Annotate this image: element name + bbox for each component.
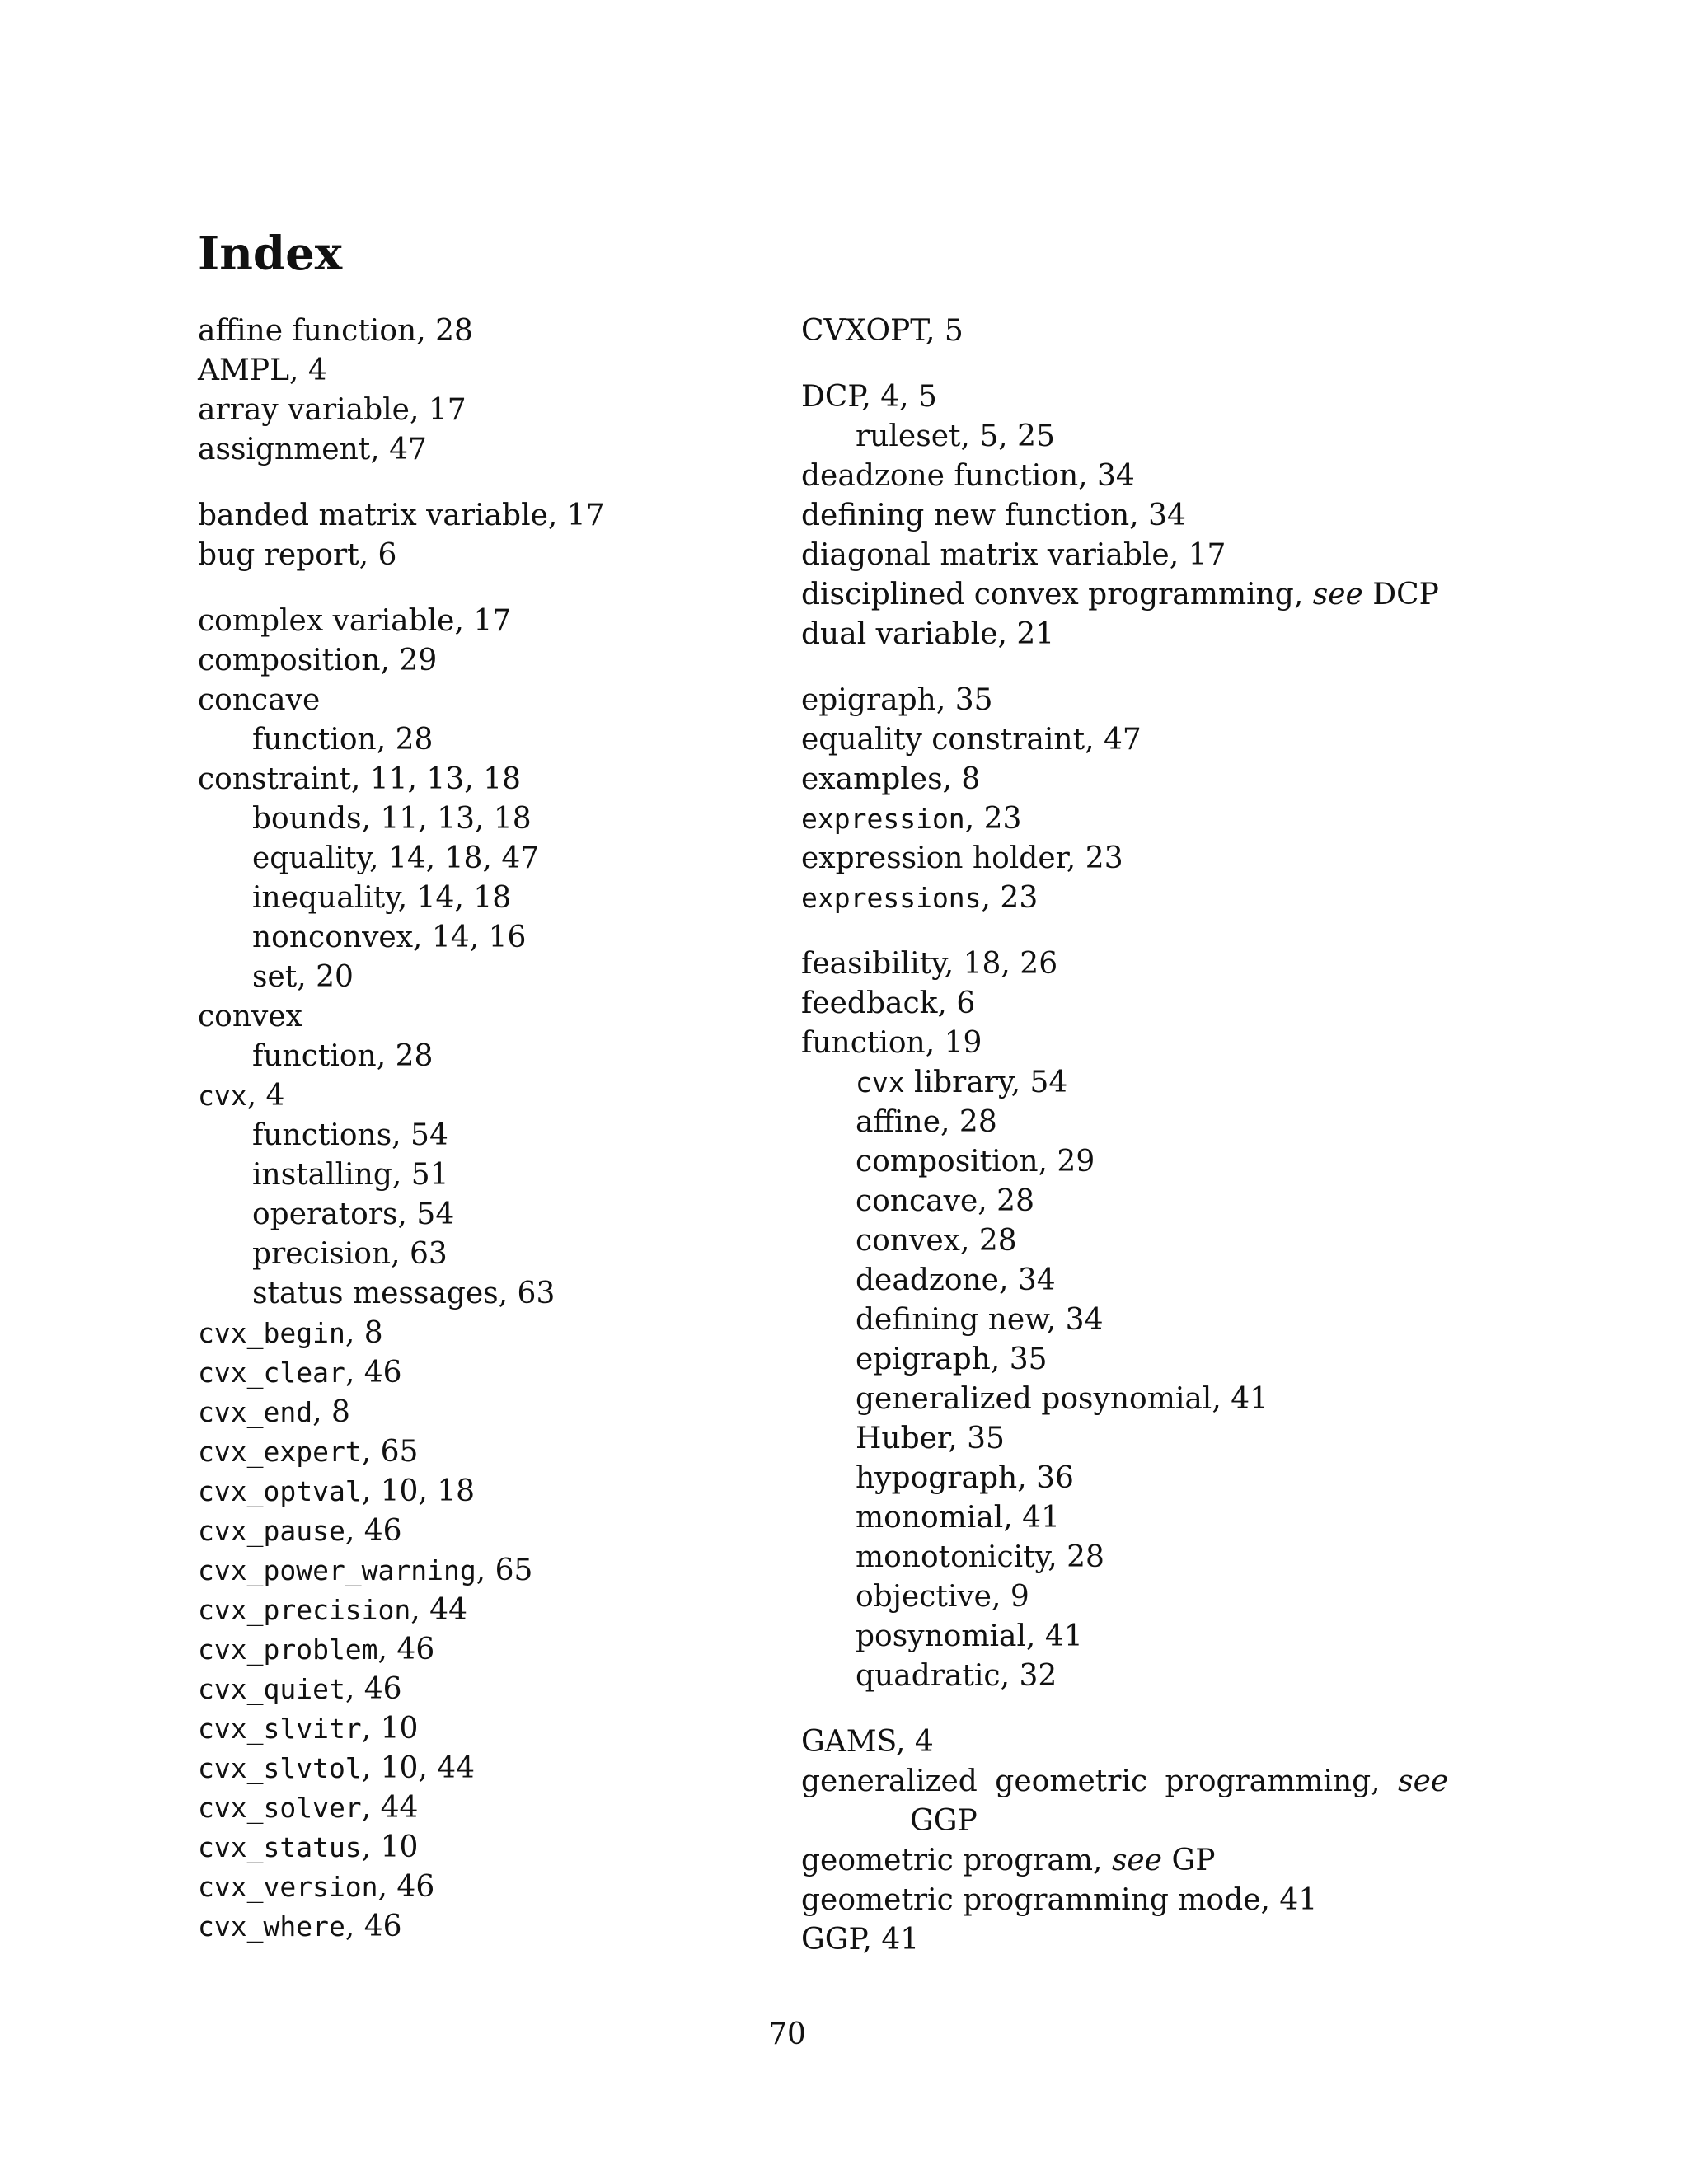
index-subentry: [801, 1459, 1428, 1498]
index-term: status messages: [252, 1277, 499, 1310]
index-entry: [198, 1630, 824, 1670]
index-column-left: [198, 312, 824, 1947]
index-pages: , 41: [862, 1923, 920, 1957]
index-term: posynomial: [856, 1619, 1027, 1653]
index-subentry: [198, 1235, 824, 1274]
index-pages: , 8: [312, 1395, 350, 1429]
index-group-d: [801, 377, 1439, 654]
index-pages: , 28: [376, 723, 434, 757]
index-pages: , 14, 18, 47: [369, 841, 540, 875]
page-title: Index: [198, 227, 343, 281]
index-entry: [801, 496, 1428, 536]
index-entry: [801, 615, 1428, 654]
index-pages: , 34: [1046, 1303, 1104, 1337]
index-pages: , 54: [397, 1197, 455, 1231]
index-entry: [198, 1749, 824, 1788]
index-term: complex variable: [198, 604, 455, 638]
index-subentry: [198, 839, 824, 879]
index-pages: , 47: [370, 433, 427, 466]
index-term-code: expressions: [801, 882, 982, 914]
index-term: geometric program,: [801, 1844, 1112, 1877]
index-pages: , 46: [345, 1910, 402, 1943]
index-pages: , 10: [361, 1712, 419, 1746]
see-target: GGP: [910, 1804, 978, 1838]
index-entry: [198, 1907, 824, 1947]
index-term: geometric programming mode: [801, 1883, 1261, 1917]
index-pages: , 28: [1048, 1540, 1104, 1574]
index-pages: , 54: [392, 1118, 448, 1152]
index-entry: [198, 997, 824, 1037]
index-entry-continuation: [801, 1802, 1428, 1841]
index-term-code: cvx_begin: [198, 1317, 345, 1349]
index-entry: [801, 457, 1428, 496]
index-pages: , 32: [1000, 1659, 1057, 1693]
index-pages: , 51: [392, 1158, 449, 1192]
index-group-f: [801, 944, 1428, 1696]
index-term-code: cvx_optval: [198, 1475, 362, 1507]
index-entry: [198, 536, 824, 575]
index-subentry: [801, 1182, 1428, 1221]
index-entry: [801, 377, 1428, 417]
index-term-code: cvx_where: [198, 1910, 345, 1943]
index-pages: , 46: [345, 1356, 402, 1390]
index-pages: , 36: [1017, 1461, 1074, 1495]
index-term: AMPL: [198, 354, 289, 387]
index-term: ruleset: [856, 419, 961, 453]
index-pages: , 28: [416, 314, 473, 348]
index-pages: , 21: [997, 617, 1055, 651]
index-entry: [801, 1024, 1428, 1063]
index-entry: [198, 1828, 824, 1868]
index-subentry: [801, 1617, 1428, 1657]
index-term: dual variable: [801, 617, 998, 651]
index-group-e: [801, 681, 1428, 918]
index-entry: [198, 681, 824, 720]
index-term: composition: [198, 644, 381, 677]
index-pages: , 63: [391, 1237, 448, 1271]
index-subentry: [801, 1221, 1428, 1261]
index-term-code: cvx: [198, 1080, 247, 1112]
index-group-c: [198, 602, 824, 1947]
index-entry: [801, 879, 1428, 918]
index-term: composition: [856, 1145, 1039, 1179]
index-term: hypograph: [856, 1461, 1018, 1495]
index-term: function: [252, 1039, 377, 1073]
index-pages: , 5, 25: [960, 419, 1055, 453]
index-term-code: cvx_version: [198, 1871, 378, 1903]
index-term: convex: [856, 1224, 960, 1258]
index-pages: , 10, 18: [361, 1474, 476, 1508]
index-term: Huber: [856, 1422, 949, 1455]
see-reference: see: [1398, 1765, 1449, 1798]
index-entry: [198, 1353, 824, 1393]
index-term: concave: [198, 683, 321, 717]
index-pages: , 4: [896, 1725, 934, 1759]
index-pages: , 4: [246, 1079, 285, 1113]
index-pages: , 17: [454, 604, 512, 638]
index-subentry: [801, 1577, 1428, 1617]
index-term-code: cvx_precision: [198, 1594, 411, 1626]
index-entry: [198, 430, 824, 470]
index-entry: [198, 1472, 824, 1511]
index-term: function: [252, 723, 377, 757]
index-pages: , 17: [409, 393, 467, 427]
index-term-code: cvx_power_warning: [198, 1554, 476, 1586]
index-term: set: [252, 960, 298, 994]
index-term: concave: [856, 1184, 978, 1218]
index-term: affine: [856, 1105, 941, 1139]
see-target: DCP: [1362, 578, 1439, 612]
index-term-code: cvx: [856, 1066, 905, 1099]
index-entry: [198, 1432, 824, 1472]
index-entry: [198, 1511, 824, 1551]
index-term-code: cvx_slvitr: [198, 1713, 362, 1745]
index-entry: [801, 839, 1428, 879]
index-pages: , 18, 26: [944, 947, 1058, 981]
index-group-b: [198, 496, 824, 575]
index-term: bug report: [198, 538, 359, 572]
index-term-code: cvx_quiet: [198, 1673, 345, 1705]
index-subentry: [198, 1274, 824, 1314]
index-term: deadzone: [856, 1263, 999, 1297]
index-entry: [801, 312, 1428, 351]
page-number: 70: [768, 2018, 806, 2051]
index-term-code: cvx_expert: [198, 1436, 362, 1468]
index-term-code: cvx_slvtol: [198, 1752, 362, 1784]
index-subentry: [801, 1301, 1428, 1340]
index-entry: [198, 391, 824, 430]
index-term: monotonicity: [856, 1540, 1048, 1574]
index-entry: [198, 1709, 824, 1749]
index-term: equality constraint: [801, 723, 1085, 757]
index-term: defining new: [856, 1303, 1047, 1337]
index-pages: , 28: [959, 1224, 1017, 1258]
index-pages: , 9: [991, 1580, 1029, 1614]
index-entry: [801, 1920, 1428, 1960]
index-term: epigraph: [801, 683, 936, 717]
index-term: bounds: [252, 802, 362, 836]
index-entry: [198, 1868, 824, 1907]
index-entry: [198, 351, 824, 391]
see-target: GP: [1162, 1844, 1216, 1877]
index-pages: , 29: [1038, 1145, 1095, 1179]
index-term: banded matrix variable: [198, 499, 548, 532]
index-entry: [801, 1762, 1449, 1802]
index-entry: [198, 1393, 824, 1432]
index-pages: , 20: [297, 960, 354, 994]
index-term: deadzone function: [801, 459, 1079, 493]
index-term: assignment: [198, 433, 371, 466]
index-pages: , 41: [1003, 1501, 1060, 1535]
index-entry: [198, 760, 824, 799]
index-subentry: [198, 799, 824, 839]
index-term: operators: [252, 1197, 398, 1231]
index-subentry: [801, 1103, 1428, 1142]
index-subentry: [198, 1116, 824, 1155]
index-pages: , 34: [1129, 499, 1186, 532]
index-term-code: cvx_problem: [198, 1633, 378, 1666]
index-subentry: [801, 1419, 1428, 1459]
index-pages: , 14, 18: [397, 881, 512, 915]
index-subentry: [198, 720, 824, 760]
index-term: disciplined convex programming,: [801, 578, 1313, 612]
index-term-code: expression: [801, 803, 965, 835]
index-entry: [198, 1591, 824, 1630]
index-subentry: [801, 417, 1428, 457]
index-pages: , 41: [1260, 1883, 1318, 1917]
index-term: precision: [252, 1237, 392, 1271]
index-entry: [801, 1881, 1428, 1920]
index-pages: , 28: [376, 1039, 434, 1073]
index-term: monomial: [856, 1501, 1004, 1535]
index-pages: , 23: [1066, 841, 1123, 875]
index-subentry: [198, 879, 824, 918]
index-term: diagonal matrix variable: [801, 538, 1170, 572]
index-subentry: [198, 1037, 824, 1076]
index-entry: [198, 312, 824, 351]
index-pages: , 44: [410, 1593, 467, 1627]
index-pages: , 8: [942, 762, 981, 796]
index-pages: , 41: [1026, 1619, 1083, 1653]
index-pages: , 41: [1212, 1382, 1269, 1416]
index-group-a: [198, 312, 824, 470]
index-pages: , 65: [476, 1554, 533, 1587]
index-term: nonconvex: [252, 921, 414, 954]
index-term: array variable: [198, 393, 410, 427]
index-pages: , 14, 16: [413, 921, 527, 954]
index-entry: [198, 641, 824, 681]
index-pages: , 46: [377, 1633, 435, 1666]
index-term: generalized posynomial: [856, 1382, 1212, 1416]
index-pages: , 65: [361, 1435, 419, 1469]
index-entry: [198, 1551, 824, 1591]
index-subentry: [198, 1155, 824, 1195]
index-term: examples: [801, 762, 943, 796]
index-subentry: [801, 1063, 1428, 1103]
see-reference: see: [1111, 1844, 1163, 1877]
index-pages: , 11, 13, 18: [350, 762, 521, 796]
index-entry: [801, 1841, 1428, 1881]
index-term: feedback: [801, 987, 938, 1020]
index-term: feasibility: [801, 947, 945, 981]
index-entry: [198, 496, 824, 536]
index-pages: , 6: [359, 538, 397, 572]
index-subentry: [198, 1195, 824, 1235]
index-pages: , 4, 5: [861, 380, 937, 414]
index-term: DCP: [801, 380, 862, 414]
index-term: epigraph: [856, 1343, 991, 1376]
index-pages: , 34: [999, 1263, 1056, 1297]
index-term: CVXOPT: [801, 314, 926, 348]
index-pages: , 10: [361, 1830, 419, 1864]
index-pages: , 34: [1078, 459, 1135, 493]
index-term-code: cvx_status: [198, 1831, 362, 1863]
index-term: inequality: [252, 881, 398, 915]
index-term: convex: [198, 1000, 302, 1033]
index-pages: , 35: [990, 1343, 1048, 1376]
index-subentry: [801, 1142, 1428, 1182]
index-term: function: [801, 1026, 926, 1060]
index-entry: [198, 1788, 824, 1828]
index-pages: , 44: [361, 1791, 419, 1825]
index-entry: [801, 984, 1428, 1024]
index-group-cvxopt: [801, 312, 1428, 351]
index-pages: , 5: [926, 314, 964, 348]
index-pages: , 28: [978, 1184, 1034, 1218]
index-entry: [198, 1076, 824, 1116]
index-term: objective: [856, 1580, 992, 1614]
index-pages: , 11, 13, 18: [361, 802, 532, 836]
index-entry: [801, 799, 1428, 839]
index-pages: , 8: [345, 1316, 383, 1350]
index-entry: [801, 720, 1428, 760]
index-term: defining new function: [801, 499, 1130, 532]
index-entry: [801, 681, 1428, 720]
index-entry: [801, 944, 1428, 984]
index-pages: , 35: [935, 683, 993, 717]
index-group-g: [801, 1722, 1449, 1960]
index-term: affine function: [198, 314, 417, 348]
index-entry: [801, 1722, 1428, 1762]
index-pages: , 10, 44: [361, 1751, 476, 1785]
index-term: functions: [252, 1118, 392, 1152]
index-subentry: [801, 1538, 1428, 1577]
index-pages: , 46: [345, 1672, 402, 1706]
index-subentry: [801, 1261, 1428, 1301]
index-subentry: [801, 1498, 1428, 1538]
index-term-code: cvx_end: [198, 1396, 313, 1428]
index-term: installing: [252, 1158, 392, 1192]
index-entry: [801, 760, 1428, 799]
index-pages: , 28: [940, 1105, 997, 1139]
index-term-code: cvx_pause: [198, 1515, 345, 1547]
index-term: generalized geometric programming,: [801, 1765, 1399, 1798]
index-entry: [198, 1314, 824, 1353]
index-pages: , 29: [380, 644, 438, 677]
index-pages: , 35: [948, 1422, 1005, 1455]
index-pages: , 4: [289, 354, 327, 387]
index-entry: [801, 575, 1439, 615]
index-pages: , 46: [345, 1514, 402, 1548]
index-pages: , 17: [1169, 538, 1226, 572]
index-entry: [198, 602, 824, 641]
see-reference: see: [1312, 578, 1363, 612]
index-entry: [198, 1670, 824, 1709]
index-pages: , 46: [377, 1870, 435, 1904]
index-term: quadratic: [856, 1659, 1001, 1693]
index-subentry: [801, 1340, 1428, 1380]
index-pages: , 17: [547, 499, 605, 532]
index-term-code: cvx_clear: [198, 1357, 345, 1389]
index-pages: , 63: [498, 1277, 556, 1310]
index-pages: , 23: [964, 802, 1022, 836]
index-subentry: [198, 918, 824, 958]
index-entry: [801, 536, 1428, 575]
index-term: expression holder: [801, 841, 1067, 875]
index-term: GGP: [801, 1923, 863, 1957]
index-pages: library, 54: [904, 1066, 1068, 1099]
index-term-code: cvx_solver: [198, 1792, 362, 1824]
index-pages: , 23: [981, 881, 1039, 915]
index-pages: , 6: [937, 987, 976, 1020]
index-term: constraint: [198, 762, 351, 796]
index-pages: , 19: [925, 1026, 982, 1060]
index-column-right: [801, 312, 1449, 1960]
index-subentry: [198, 958, 824, 997]
index-subentry: [801, 1380, 1428, 1419]
index-subentry: [801, 1657, 1428, 1696]
index-term: GAMS: [801, 1725, 896, 1759]
index-pages: , 47: [1085, 723, 1142, 757]
index-term: equality: [252, 841, 370, 875]
